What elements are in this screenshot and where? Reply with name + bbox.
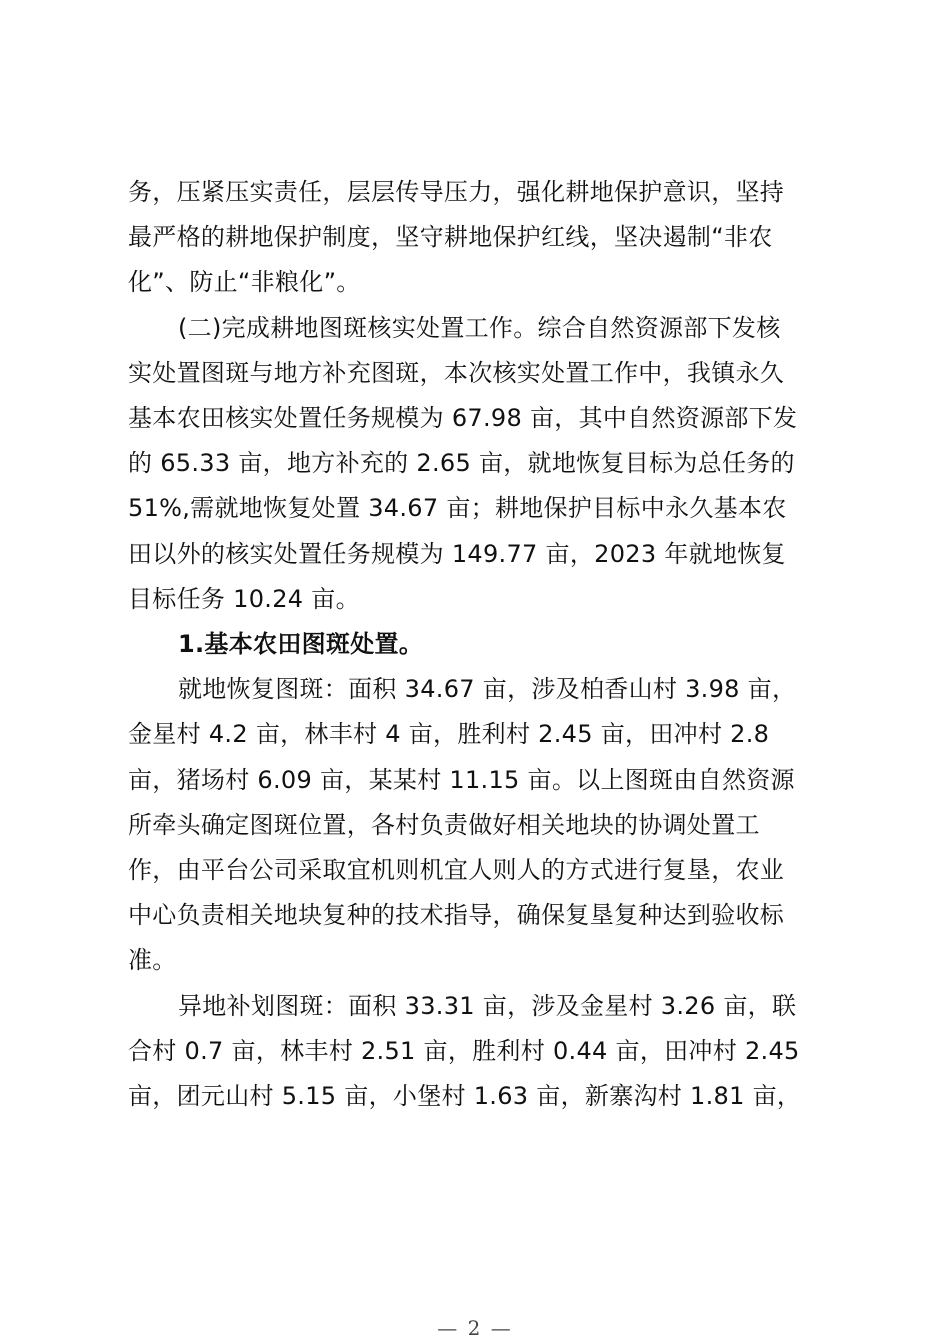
text-line: 目标任务 10.24 亩。 [128, 584, 360, 613]
text-line: 的 65.33 亩，地方补充的 2.65 亩，就地恢复目标为总任务的 [128, 449, 795, 478]
text-line: 亩，猪场村 6.09 亩，某某村 11.15 亩。以上图斑由自然资源 [128, 765, 795, 794]
page-number: — 2 — [437, 1316, 513, 1340]
text-line: 金星村 4.2 亩，林丰村 4 亩，胜利村 2.45 亩，田冲村 2.8 [128, 720, 770, 749]
text-line: 1.基本农田图斑处置。 [178, 630, 424, 659]
paragraph-local-restoration [128, 667, 828, 983]
paragraph-continuation [128, 170, 828, 306]
text-line: 最严格的耕地保护制度，坚守耕地保护红线，坚决遏制“非农 [128, 223, 773, 252]
paragraph-section-two [128, 306, 828, 622]
text-line: (二)完成耕地图斑核实处置工作。综合自然资源部下发核 [178, 313, 781, 342]
text-line: 51%,需就地恢复处置 34.67 亩；耕地保护目标中永久基本农 [128, 494, 787, 523]
text-line: 实处置图斑与地方补充图斑，本次核实处置工作中，我镇永久 [128, 358, 785, 387]
text-line: 中心负责相关地块复种的技术指导，确保复垦复种达到验收标 [128, 901, 785, 930]
text-line: 异地补划图斑：面积 33.31 亩，涉及金星村 3.26 亩，联 [178, 991, 797, 1020]
text-line: 就地恢复图斑：面积 34.67 亩，涉及柏香山村 3.98 亩， [178, 675, 797, 704]
document-body [128, 170, 828, 1119]
subheading-farmland-handling [128, 622, 828, 667]
text-line: 准。 [128, 946, 177, 975]
text-line: 务，压紧压实责任，层层传导压力，强化耕地保护意识，坚持 [128, 178, 785, 206]
text-line: 作，由平台公司采取宜机则机宜人则人的方式进行复垦，农业 [128, 856, 785, 885]
text-line: 合村 0.7 亩，林丰村 2.51 亩，胜利村 0.44 亩，田冲村 2.45 [128, 1036, 800, 1065]
text-line: 田以外的核实处置任务规模为 149.77 亩，2023 年就地恢复 [128, 539, 786, 568]
text-line: 亩，团元山村 5.15 亩，小堡村 1.63 亩，新寨沟村 1.81 亩， [128, 1082, 802, 1111]
paragraph-offsite-supplement [128, 984, 828, 1120]
text-line: 化”、防止“非粮化”。 [128, 268, 361, 297]
text-line: 基本农田核实处置任务规模为 67.98 亩，其中自然资源部下发 [128, 404, 798, 433]
text-line: 所牵头确定图斑位置，各村负责做好相关地块的协调处置工 [128, 810, 760, 839]
